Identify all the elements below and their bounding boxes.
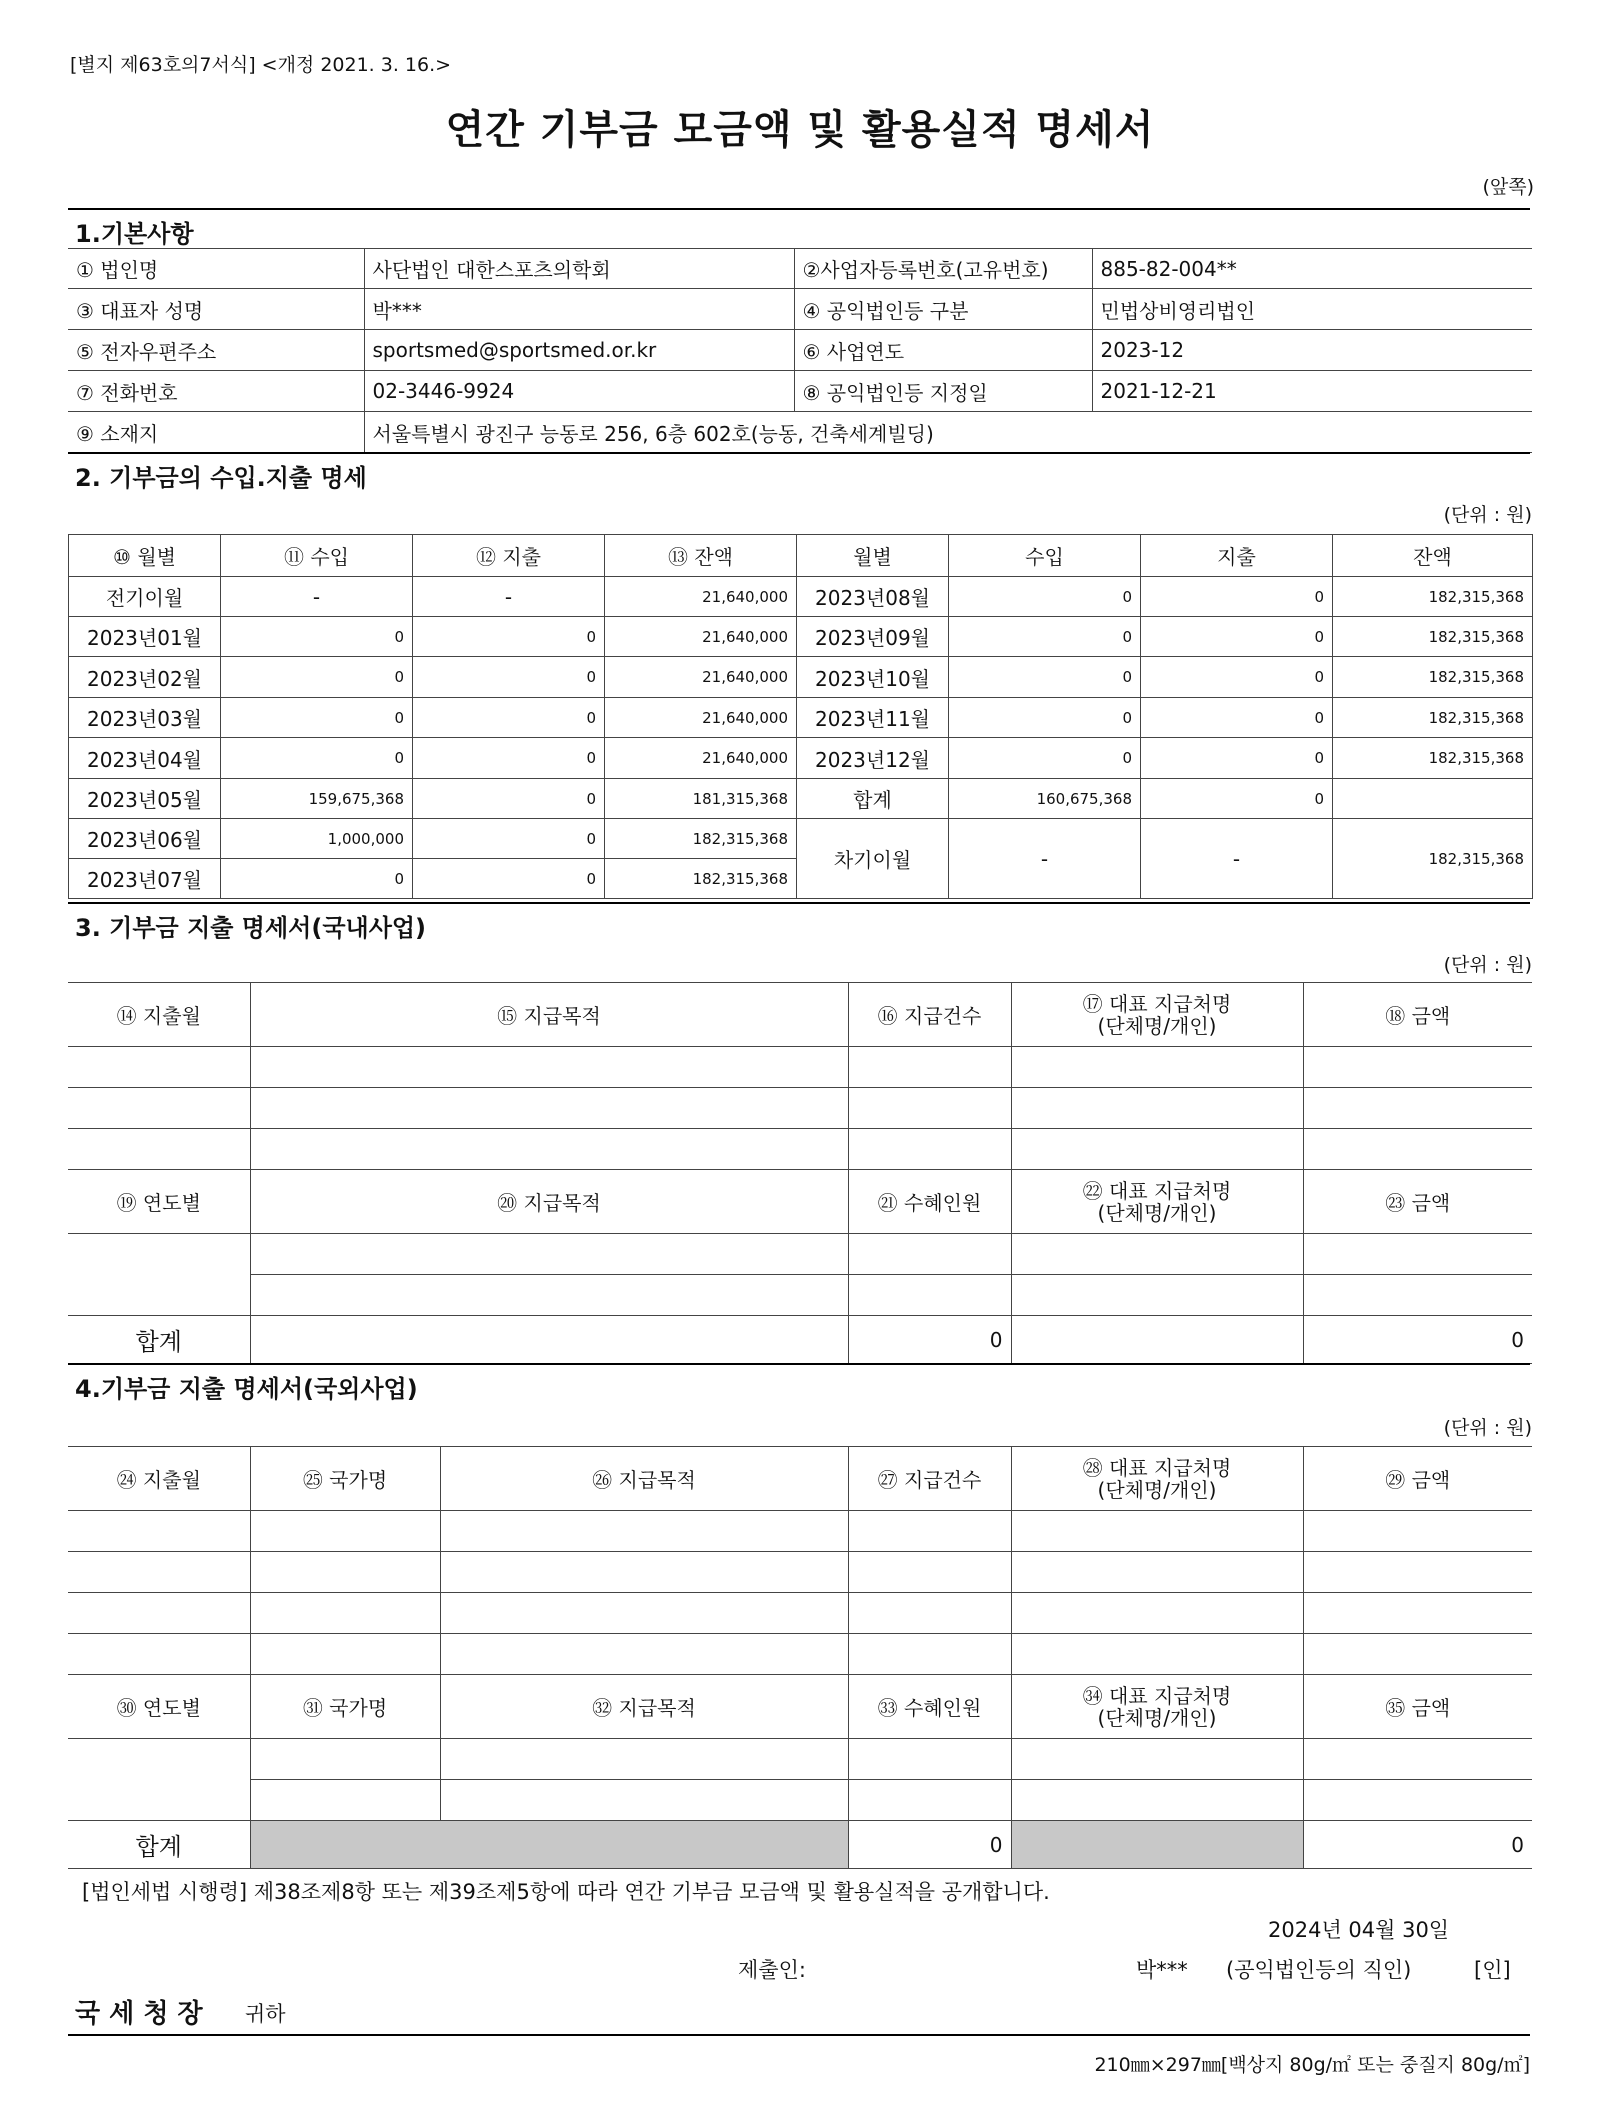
cell-month-total: 합계 bbox=[797, 779, 949, 819]
field-value: 사단법인 대한스포츠의학회 bbox=[364, 249, 794, 289]
col-header: ⑳ 지급목적 bbox=[250, 1170, 848, 1234]
col-header: ⑱ 금액 bbox=[1303, 983, 1532, 1047]
cell-balance: 21,640,000 bbox=[605, 738, 797, 779]
field-value: 2021-12-21 bbox=[1092, 371, 1532, 412]
total-row bbox=[68, 1821, 1532, 1869]
header-line: (단체명/개인) bbox=[1097, 1477, 1217, 1502]
cell-income: 0 bbox=[949, 698, 1141, 738]
col-header: ㉔ 지출월 bbox=[68, 1447, 250, 1511]
document-title: 연간 기부금 모금액 및 활용실적 명세서 bbox=[445, 107, 1155, 153]
cell-month: 2023년02월 bbox=[69, 657, 221, 698]
cell-balance: 21,640,000 bbox=[605, 577, 797, 617]
empty-row bbox=[68, 1129, 1532, 1170]
table-row bbox=[69, 577, 1533, 617]
cell-expense: 0 bbox=[1141, 698, 1333, 738]
paper-spec: 210㎜×297㎜[백상지 80g/㎡ 또는 중질지 80g/㎡] bbox=[1094, 2054, 1530, 2076]
cell-expense: 0 bbox=[1141, 577, 1333, 617]
income-expense-table bbox=[68, 534, 1533, 899]
cell-month: 2023년10월 bbox=[797, 657, 949, 698]
col-header bbox=[1011, 1675, 1303, 1739]
total-blank bbox=[250, 1316, 848, 1364]
col-header: ㉙ 금액 bbox=[1303, 1447, 1532, 1511]
col-header: ⑲ 연도별 bbox=[68, 1170, 250, 1234]
section-divider bbox=[68, 452, 1530, 454]
field-value: 885-82-004** bbox=[1092, 249, 1532, 289]
cell-expense: 0 bbox=[413, 859, 605, 899]
col-header: ㉗ 지급건수 bbox=[848, 1447, 1011, 1511]
empty-row bbox=[68, 1780, 1532, 1821]
address-row bbox=[68, 412, 1532, 453]
basic-info-row bbox=[68, 249, 1532, 289]
col-header: ㉟ 금액 bbox=[1303, 1675, 1532, 1739]
total-shaded-cell bbox=[250, 1821, 848, 1869]
field-label: ③ 대표자 성명 bbox=[68, 289, 364, 330]
header-line: ㉞ 대표 지급처명 bbox=[1082, 1683, 1232, 1708]
empty-row bbox=[68, 1047, 1532, 1088]
total-row bbox=[68, 1316, 1532, 1364]
cell-balance: 182,315,368 bbox=[605, 819, 797, 859]
field-label: ⑥ 사업연도 bbox=[794, 330, 1092, 371]
section2-heading: 2. 기부금의 수입.지출 명세 bbox=[75, 464, 367, 492]
unit-label: (단위 : 원) bbox=[1443, 954, 1532, 976]
cell-month: 2023년05월 bbox=[69, 779, 221, 819]
cell-balance: 182,315,368 bbox=[1333, 577, 1533, 617]
cell-income: 0 bbox=[221, 617, 413, 657]
table-row bbox=[69, 617, 1533, 657]
unit-label: (단위 : 원) bbox=[1443, 504, 1532, 526]
cell-balance: 182,315,368 bbox=[1333, 698, 1533, 738]
cell-month: 2023년01월 bbox=[69, 617, 221, 657]
cell-income: 0 bbox=[949, 577, 1141, 617]
total-count: 0 bbox=[848, 1316, 1011, 1364]
cell-month: 2023년06월 bbox=[69, 819, 221, 859]
cell-balance: 21,640,000 bbox=[605, 698, 797, 738]
header-line: (단체명/개인) bbox=[1097, 1705, 1217, 1730]
empty-row bbox=[68, 1552, 1532, 1593]
total-shaded-cell bbox=[1011, 1821, 1303, 1869]
cell-income: - bbox=[221, 577, 413, 617]
page-side: (앞쪽) bbox=[1482, 176, 1534, 198]
cell-expense: 0 bbox=[413, 738, 605, 779]
cell-expense: 0 bbox=[413, 617, 605, 657]
table-row bbox=[69, 779, 1533, 819]
basic-info-row bbox=[68, 289, 1532, 330]
cell-carry-over-income: - bbox=[949, 819, 1141, 899]
cell-carry-over-month: 차기이월 bbox=[797, 819, 949, 899]
col-header: ⑮ 지급목적 bbox=[250, 983, 848, 1047]
cell-expense: 0 bbox=[413, 779, 605, 819]
empty-row bbox=[68, 1088, 1532, 1129]
field-label: ④ 공익법인등 구분 bbox=[794, 289, 1092, 330]
submitter-role: (공익법인등의 직인) bbox=[1226, 1958, 1412, 1982]
cell-month: 2023년12월 bbox=[797, 738, 949, 779]
field-label: ① 법인명 bbox=[68, 249, 364, 289]
form-number: [별지 제63호의7서식] <개정 2021. 3. 16.> bbox=[70, 54, 452, 76]
col-header-income: 수입 bbox=[949, 535, 1141, 577]
col-header: ㉜ 지급목적 bbox=[440, 1675, 848, 1739]
cell-balance: 182,315,368 bbox=[1333, 738, 1533, 779]
cell-income: 0 bbox=[221, 657, 413, 698]
header-line: (단체명/개인) bbox=[1097, 1013, 1217, 1038]
header-line: ⑰ 대표 지급처명 bbox=[1082, 991, 1232, 1016]
table-header-row bbox=[69, 535, 1533, 577]
cell-balance: 182,315,368 bbox=[605, 859, 797, 899]
submission-date: 2024년 04월 30일 bbox=[1268, 1918, 1450, 1942]
section-divider bbox=[68, 1363, 1530, 1365]
cell-balance: 182,315,368 bbox=[1333, 617, 1533, 657]
cell-month: 2023년04월 bbox=[69, 738, 221, 779]
col-header-balance: 잔액 bbox=[1333, 535, 1533, 577]
basic-info-row bbox=[68, 330, 1532, 371]
col-header: ㉖ 지급목적 bbox=[440, 1447, 848, 1511]
col-header-month: 월별 bbox=[797, 535, 949, 577]
cell-month: 전기이월 bbox=[69, 577, 221, 617]
cell-income: 0 bbox=[949, 738, 1141, 779]
col-header: ㉕ 국가명 bbox=[250, 1447, 440, 1511]
table-header-row bbox=[68, 1675, 1532, 1739]
cell-expense: 0 bbox=[413, 819, 605, 859]
cell-month: 2023년08월 bbox=[797, 577, 949, 617]
unit-label: (단위 : 원) bbox=[1443, 1417, 1532, 1439]
section3-heading: 3. 기부금 지출 명세서(국내사업) bbox=[75, 914, 427, 942]
table-header-row bbox=[68, 1170, 1532, 1234]
col-header-balance: ⑬ 잔액 bbox=[605, 535, 797, 577]
table-row bbox=[69, 698, 1533, 738]
cell-month: 2023년09월 bbox=[797, 617, 949, 657]
cell-month: 2023년07월 bbox=[69, 859, 221, 899]
basic-info-table bbox=[68, 248, 1532, 453]
field-value: 2023-12 bbox=[1092, 330, 1532, 371]
table-row bbox=[69, 657, 1533, 698]
legal-statement: [법인세법 시행령] 제38조제8항 또는 제39조제5항에 따라 연간 기부금 모금액 및 활용실적을 공개합니다. bbox=[82, 1880, 1050, 1904]
cell-carry-over-expense: - bbox=[1141, 819, 1333, 899]
empty-row bbox=[68, 1234, 1532, 1275]
header-line: ㉒ 대표 지급처명 bbox=[1082, 1178, 1232, 1203]
field-label: ②사업자등록번호(고유번호) bbox=[794, 249, 1092, 289]
cell-income-total: 160,675,368 bbox=[949, 779, 1141, 819]
header-line: ㉘ 대표 지급처명 bbox=[1082, 1455, 1232, 1480]
cell-expense: 0 bbox=[1141, 617, 1333, 657]
table-row bbox=[69, 738, 1533, 779]
field-value: sportsmed@sportsmed.or.kr bbox=[364, 330, 794, 371]
field-label: ⑧ 공익법인등 지정일 bbox=[794, 371, 1092, 412]
recipient-suffix: 귀하 bbox=[245, 2002, 286, 2026]
field-label: ⑤ 전자우편주소 bbox=[68, 330, 364, 371]
empty-row bbox=[68, 1511, 1532, 1552]
cell-balance: 21,640,000 bbox=[605, 617, 797, 657]
cell-income: 0 bbox=[221, 859, 413, 899]
cell-expense: 0 bbox=[413, 698, 605, 738]
cell-expense: 0 bbox=[1141, 657, 1333, 698]
section4-heading: 4.기부금 지출 명세서(국외사업) bbox=[75, 1375, 418, 1403]
total-amount: 0 bbox=[1303, 1821, 1532, 1869]
col-header-expense: ⑫ 지출 bbox=[413, 535, 605, 577]
cell-income: 0 bbox=[949, 657, 1141, 698]
cell-expense: - bbox=[413, 577, 605, 617]
col-header: ㉛ 국가명 bbox=[250, 1675, 440, 1739]
cell-income: 0 bbox=[949, 617, 1141, 657]
cell-expense: 0 bbox=[413, 657, 605, 698]
col-header-month: ⑩ 월별 bbox=[69, 535, 221, 577]
empty-row bbox=[68, 1739, 1532, 1780]
basic-info-row bbox=[68, 371, 1532, 412]
section-divider bbox=[68, 208, 1530, 210]
section-divider bbox=[68, 902, 1530, 904]
total-label: 합계 bbox=[68, 1316, 250, 1364]
domestic-expense-table bbox=[68, 982, 1532, 1364]
cell-income: 0 bbox=[221, 738, 413, 779]
seal-mark: [인] bbox=[1474, 1958, 1511, 1982]
cell-expense: 0 bbox=[1141, 738, 1333, 779]
total-amount: 0 bbox=[1303, 1316, 1532, 1364]
cell-carry-over-balance: 182,315,368 bbox=[1333, 819, 1533, 899]
cell-balance: 181,315,368 bbox=[605, 779, 797, 819]
empty-row bbox=[68, 1634, 1532, 1675]
cell-income: 0 bbox=[221, 698, 413, 738]
col-header bbox=[1011, 1170, 1303, 1234]
table-header-row bbox=[68, 1447, 1532, 1511]
cell-month: 2023년03월 bbox=[69, 698, 221, 738]
overseas-expense-table bbox=[68, 1446, 1532, 1869]
table-row bbox=[69, 819, 1533, 859]
col-header: ㉓ 금액 bbox=[1303, 1170, 1532, 1234]
submitter-label: 제출인: bbox=[738, 1958, 806, 1982]
col-header bbox=[1011, 1447, 1303, 1511]
total-count: 0 bbox=[848, 1821, 1011, 1869]
cell-month: 2023년11월 bbox=[797, 698, 949, 738]
cell-income: 159,675,368 bbox=[221, 779, 413, 819]
table-header-row bbox=[68, 983, 1532, 1047]
field-value: 02-3446-9924 bbox=[364, 371, 794, 412]
cell-balance: 182,315,368 bbox=[1333, 657, 1533, 698]
col-header-income: ⑪ 수입 bbox=[221, 535, 413, 577]
empty-row bbox=[68, 1593, 1532, 1634]
col-header: ⑭ 지출월 bbox=[68, 983, 250, 1047]
address-value: 서울특별시 광진구 능동로 256, 6층 602호(능동, 건축세계빌딩) bbox=[364, 412, 1532, 453]
empty-row bbox=[68, 1275, 1532, 1316]
recipient: 국 세 청 장 bbox=[75, 1999, 203, 2029]
col-header: ㉝ 수혜인원 bbox=[848, 1675, 1011, 1739]
col-header: ㉚ 연도별 bbox=[68, 1675, 250, 1739]
total-blank bbox=[1011, 1316, 1303, 1364]
total-label: 합계 bbox=[68, 1821, 250, 1869]
cell-income: 1,000,000 bbox=[221, 819, 413, 859]
field-value: 박*** bbox=[364, 289, 794, 330]
section1-heading: 1.기본사항 bbox=[75, 220, 194, 248]
col-header: ㉑ 수혜인원 bbox=[848, 1170, 1011, 1234]
submitter-name: 박*** bbox=[1136, 1958, 1188, 1982]
cell-expense-total: 0 bbox=[1141, 779, 1333, 819]
address-label: ⑨ 소재지 bbox=[68, 412, 364, 453]
field-value: 민법상비영리법인 bbox=[1092, 289, 1532, 330]
footer-divider bbox=[68, 2034, 1530, 2036]
col-header-expense: 지출 bbox=[1141, 535, 1333, 577]
cell-balance-total bbox=[1333, 779, 1533, 819]
cell-balance: 21,640,000 bbox=[605, 657, 797, 698]
header-line: (단체명/개인) bbox=[1097, 1200, 1217, 1225]
field-label: ⑦ 전화번호 bbox=[68, 371, 364, 412]
col-header: ⑯ 지급건수 bbox=[848, 983, 1011, 1047]
col-header bbox=[1011, 983, 1303, 1047]
